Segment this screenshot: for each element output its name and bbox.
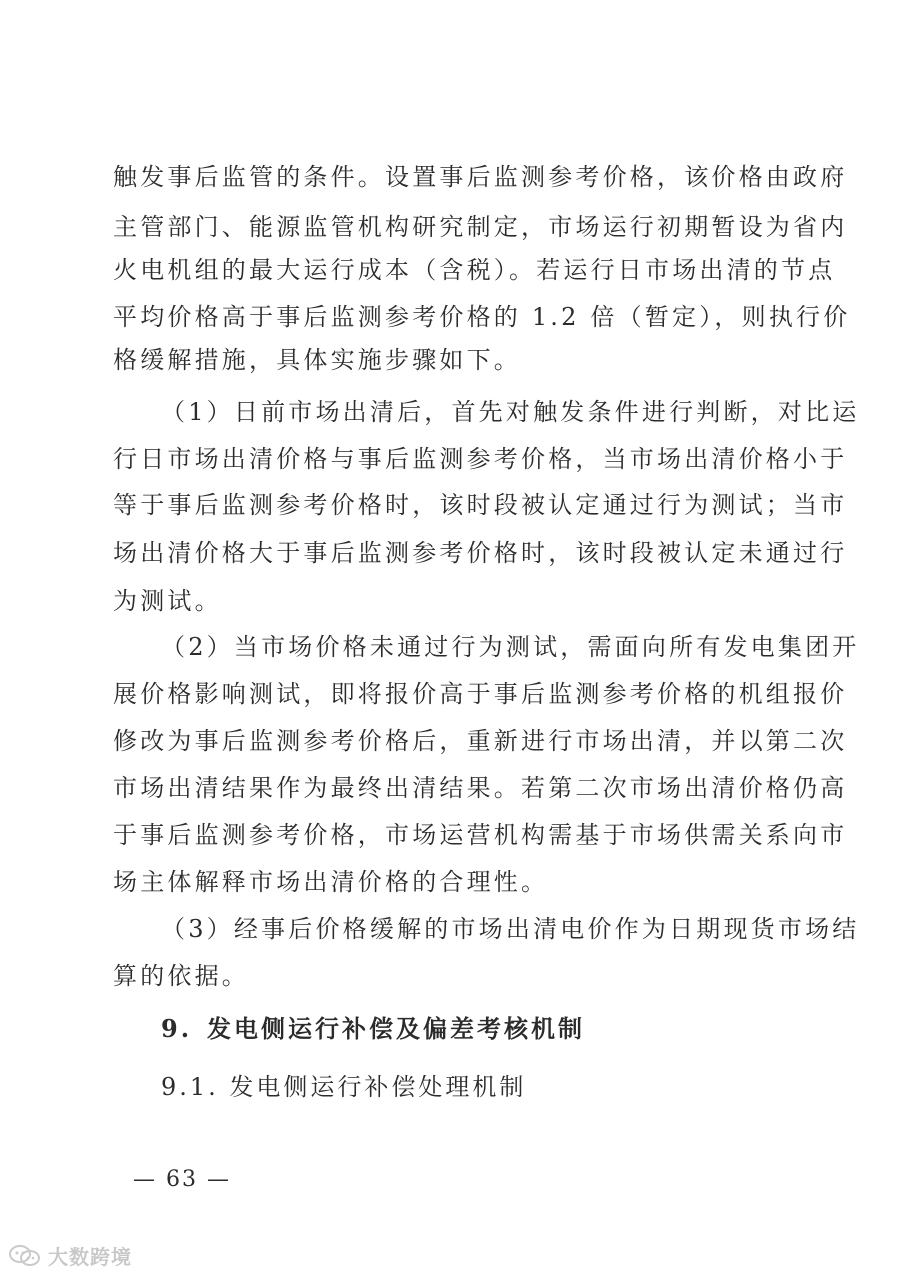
text-line: 为测试。 — [113, 587, 222, 615]
text-line: 市场出清结果作为最终出清结果。若第二次市场出清价格仍高 — [113, 774, 848, 802]
section-number: 9. — [161, 1014, 193, 1043]
text-line: （2）当市场价格未通过行为测试，需面向所有发电集团开 — [161, 633, 860, 661]
text-line: 场主体解释市场出清价格的合理性。 — [113, 868, 549, 896]
watermark — [8, 1241, 132, 1270]
text-line: 主管部门、能源监管机构研究制定，市场运行初期暂设为省内 — [113, 213, 848, 241]
text-line: 火电机组的最大运行成本（含税）。若运行日市场出清的节点 — [113, 256, 836, 284]
text-line: 等于事后监测参考价格时，该时段被认定通过行为测试；当市 — [113, 491, 848, 519]
subsection-heading: 9.1. 发电侧运行补偿处理机制 — [161, 1073, 527, 1101]
text-line: 行日市场出清价格与事后监测参考价格，当市场出清价格小于 — [113, 445, 848, 473]
text-line: 修改为事后监测参考价格后，重新进行市场出清，并以第二次 — [113, 727, 848, 755]
text-line: 平均价格高于事后监测参考价格的 1.2 倍（暂定），则执行价 — [113, 303, 851, 331]
section-heading — [161, 1013, 585, 1045]
text-line: 于事后监测参考价格，市场运营机构需基于市场供需关系向市 — [113, 821, 848, 849]
page-number: — 63 — — [133, 1167, 231, 1192]
watermark-text: 大数跨境 — [48, 1245, 132, 1269]
wechat-logo-icon — [8, 1244, 42, 1268]
text-line: 算的依据。 — [113, 962, 249, 990]
text-line: （3）经事后价格缓解的市场出清电价作为日期现货市场结 — [161, 915, 860, 943]
section-title: 发电侧运行补偿及偏差考核机制 — [207, 1014, 585, 1043]
text-line: 展价格影响测试，即将报价高于事后监测参考价格的机组报价 — [113, 680, 848, 708]
text-line: 触发事后监管的条件。设置事后监测参考价格，该价格由政府 — [113, 163, 848, 191]
text-line: 场出清价格大于事后监测参考价格时，该时段被认定未通过行 — [113, 539, 848, 567]
text-line: 格缓解措施，具体实施步骤如下。 — [113, 346, 521, 374]
text-line: （1）日前市场出清后，首先对触发条件进行判断，对比运 — [161, 398, 860, 426]
